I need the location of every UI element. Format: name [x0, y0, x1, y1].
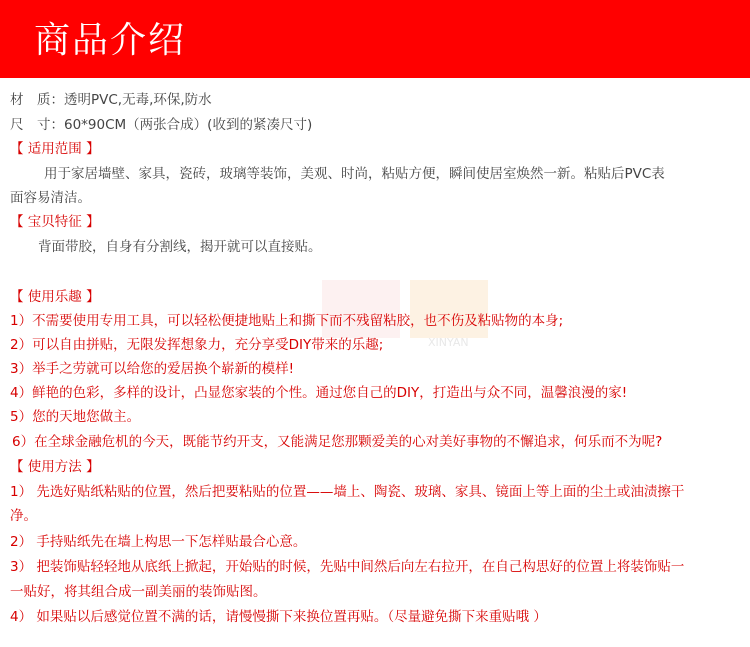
feature-line-1: 背面带胶，自身有分割线，揭开就可以直接贴。: [38, 239, 322, 255]
fun-item-1: 1）不需要使用专用工具，可以轻松便捷地贴上和撕下而不残留粘胶，也不伤及粘贴物的本身;: [10, 313, 564, 329]
method-item-1: 1） 先选好贴纸粘贴的位置，然后把要粘贴的位置——墙上、陶瓷、玻璃、家具、镜面上等上面的尘土或油渍擦干: [10, 484, 685, 500]
fun-item-4: 4）鲜艳的色彩，多样的设计，凸显您家装的个性。通过您自己的DIY，打造出与众不同，温馨浪漫的家!: [10, 385, 628, 401]
method-item-1-cont: 净。: [10, 508, 37, 524]
fun-title: 【 使用乐趣 】: [10, 289, 100, 305]
header-banner: [0, 0, 750, 78]
scope-line-2: 面容易清洁。: [10, 190, 91, 206]
watermark-text: XINYAN: [428, 336, 469, 348]
scope-title: 【 适用范围 】: [10, 141, 100, 157]
method-item-2: 2） 手持贴纸先在墙上构思一下怎样贴最合心意。: [10, 534, 307, 550]
fun-item-3: 3）举手之劳就可以给您的爱居换个崭新的模样!: [10, 361, 295, 377]
fun-item-2: 2）可以自由拼贴，无限发挥想象力，充分享受DIY带来的乐趣;: [10, 337, 384, 353]
method-item-3: 3） 把装饰贴轻轻地从底纸上掀起，开始贴的时候，先贴中间然后向左右拉开，在自己构思好的位置上将装饰贴一: [10, 559, 685, 575]
method-title: 【 使用方法 】: [10, 459, 100, 475]
size-line: 尺 寸：60*90CM（两张合成）(收到的紧凑尺寸): [10, 117, 313, 133]
fun-item-5: 5）您的天地您做主。: [10, 409, 141, 425]
page-title: 商品介绍: [34, 20, 187, 61]
fun-item-6: 6）在全球金融危机的今天，既能节约开支，又能满足您那颗爱美的心对美好事物的不懈追求，何乐而不为呢?: [12, 434, 663, 450]
scope-line-1: 用于家居墙壁、家具，瓷砖，玻璃等装饰，美观、时尚，粘贴方便，瞬间使居室焕然一新。粘贴后PVC表: [44, 166, 665, 182]
method-item-4: 4） 如果贴以后感觉位置不满的话，请慢慢撕下来换位置再贴。（尽量避免撕下来重贴哦 ）: [10, 609, 547, 625]
material-line: 材 质：透明PVC,无毒,环保,防水: [10, 92, 212, 108]
method-item-3-cont: 一贴好，将其组合成一副美丽的装饰贴图。: [10, 584, 267, 600]
feature-title: 【 宝贝特征 】: [10, 214, 100, 230]
